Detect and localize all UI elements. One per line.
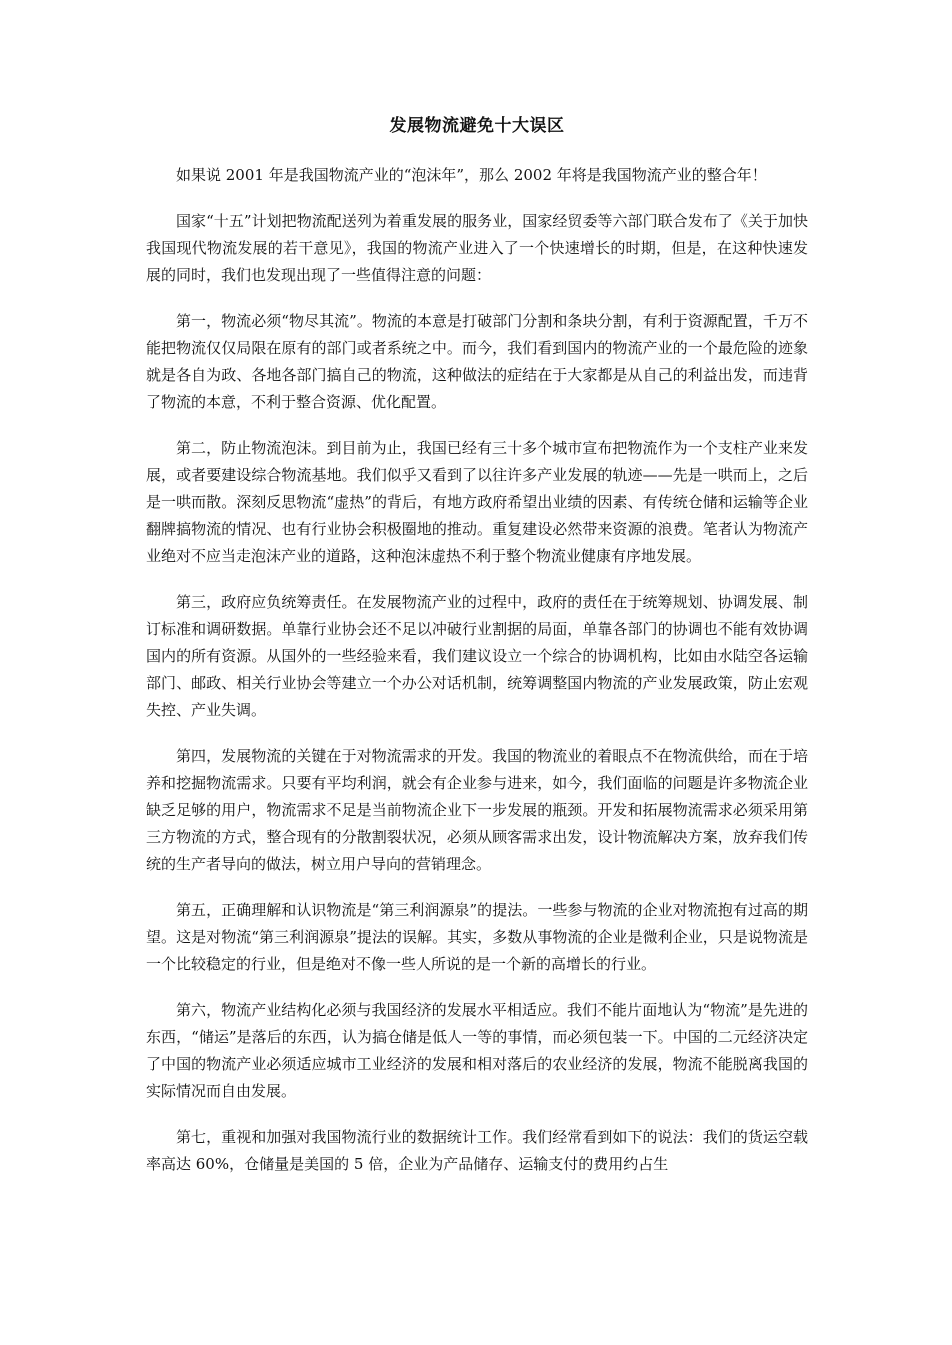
paragraph-point-3: 第三，政府应负统筹责任。在发展物流产业的过程中，政府的责任在于统筹规划、协调发展、制订标准和调研数据。单靠行业协会还不足以冲破行业割据的局面，单靠各部门的协调也不能有效协调国内的所有资源。从国外的一些经验来看，我们建议设立一个综合的协调机构，比如由水陆空各运输部门、邮政、相关行业协会等建立一个办公对话机制，统筹调整国内物流的产业发展政策，防止宏观失控、产业失调。: [146, 593, 808, 719]
paragraph-point-1: 第一，物流必须“物尽其流”。物流的本意是打破部门分割和条块分割，有利于资源配置，千万不能把物流仅仅局限在原有的部门或者系统之中。而今，我们看到国内的物流产业的一个最危险的迹象就是各自为政、各地各部门搞自己的物流，这种做法的症结在于大家都是从自己的利益出发，而违背了物流的本意，不利于整合资源、优化配置。: [146, 312, 808, 411]
document-title: 发展物流避免十大误区: [389, 116, 565, 136]
document-page: [146, 112, 808, 1197]
paragraph-point-6: 第六，物流产业结构化必须与我国经济的发展水平相适应。我们不能片面地认为“物流”是先进的东西，“储运”是落后的东西，认为搞仓储是低人一等的事情，而必须包装一下。中国的二元经济决定了中国的物流产业必须适应城市工业经济的发展和相对落后的农业经济的发展，物流不能脱离我国的实际情况而自由发展。: [146, 1001, 808, 1100]
paragraph-background: 国家“十五”计划把物流配送列为着重发展的服务业，国家经贸委等六部门联合发布了《关于加快我国现代物流发展的若干意见》，我国的物流产业进入了一个快速增长的时期，但是，在这种快速发展的同时，我们也发现出现了一些值得注意的问题：: [146, 212, 808, 284]
paragraph-point-5: 第五，正确理解和认识物流是“第三利润源泉”的提法。一些参与物流的企业对物流抱有过高的期望。这是对物流“第三利润源泉”提法的误解。其实，多数从事物流的企业是微利企业，只是说物流是一个比较稳定的行业，但是绝对不像一些人所说的是一个新的高增长的行业。: [146, 901, 808, 973]
paragraph-point-7: 第七，重视和加强对我国物流行业的数据统计工作。我们经常看到如下的说法：我们的货运空载率高达 60%，仓储量是美国的 5 倍，企业为产品储存、运输支付的费用约占生: [146, 1128, 808, 1173]
paragraph-point-4: 第四，发展物流的关键在于对物流需求的开发。我国的物流业的着眼点不在物流供给，而在于培养和挖掘物流需求。只要有平均利润，就会有企业参与进来，如今，我们面临的问题是许多物流企业缺乏足够的用户，物流需求不足是当前物流企业下一步发展的瓶颈。开发和拓展物流需求必须采用第三方物流的方式，整合现有的分散割裂状况，必须从顾客需求出发，设计物流解决方案，放弃我们传统的生产者导向的做法，树立用户导向的营销理念。: [146, 747, 808, 873]
paragraph-intro: 如果说 2001 年是我国物流产业的“泡沫年”，那么 2002 年将是我国物流产业的整合年！: [176, 166, 767, 184]
paragraph-point-2: 第二，防止物流泡沫。到目前为止，我国已经有三十多个城市宣布把物流作为一个支柱产业来发展，或者要建设综合物流基地。我们似乎又看到了以往许多产业发展的轨迹——先是一哄而上，之后是一哄而散。深刻反思物流“虚热”的背后，有地方政府希望出业绩的因素、有传统仓储和运输等企业翻牌搞物流的情况、也有行业协会积极圈地的推动。重复建设必然带来资源的浪费。笔者认为物流产业绝对不应当走泡沫产业的道路，这种泡沫虚热不利于整个物流业健康有序地发展。: [146, 439, 808, 565]
